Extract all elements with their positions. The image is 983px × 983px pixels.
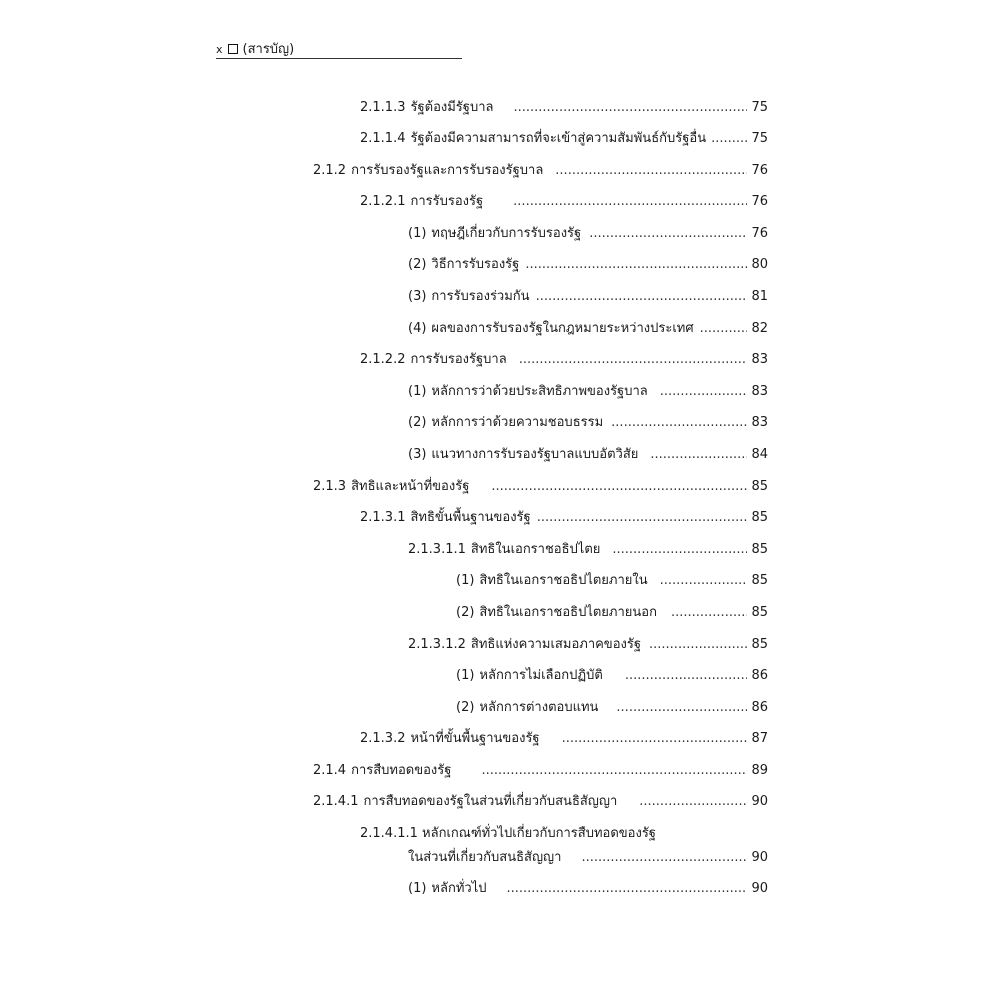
toc-entry-title: การรับรองรัฐและการรับรองรัฐบาล xyxy=(351,163,544,178)
toc-entry-number: 2.1.1.3 xyxy=(360,100,406,115)
toc-entry-title: ทฤษฎีเกี่ยวกับการรับรองรัฐ xyxy=(431,226,582,241)
toc-entry-page: 75 xyxy=(751,131,768,146)
toc-entry xyxy=(360,350,768,370)
toc-entry-title: หลักการว่าด้วยประสิทธิภาพของรัฐบาล xyxy=(431,384,648,399)
toc-entry-number: (2) xyxy=(408,415,427,430)
dot-leader xyxy=(660,571,748,591)
toc-entry-page: 86 xyxy=(751,700,768,715)
toc-entry-heading xyxy=(360,824,656,844)
toc-entry-page: 85 xyxy=(751,542,768,557)
toc-entry xyxy=(408,224,768,244)
toc-entry-title: การรับรองร่วมกัน xyxy=(431,289,530,304)
toc-entry-page: 87 xyxy=(751,731,768,746)
toc-entry-number: (3) xyxy=(408,447,427,462)
toc-entry-page: 76 xyxy=(751,194,768,209)
toc-entry-page: 85 xyxy=(751,479,768,494)
dot-leader xyxy=(507,879,748,899)
toc-entry-page: 85 xyxy=(751,573,768,588)
dot-leader xyxy=(491,477,747,497)
toc-entry-page: 86 xyxy=(751,668,768,683)
toc-entry-page: 75 xyxy=(751,100,768,115)
toc-entry-number: (1) xyxy=(408,226,427,241)
toc-entry-number: (1) xyxy=(456,668,475,683)
toc-entry-number: 2.1.3 xyxy=(313,479,347,494)
toc-entry-title: การรับรองรัฐบาล xyxy=(410,352,507,367)
dot-leader xyxy=(519,350,748,370)
dot-leader xyxy=(671,603,747,623)
toc-entry-page: 83 xyxy=(751,352,768,367)
toc-entry xyxy=(360,192,768,212)
toc-entry xyxy=(408,319,768,339)
toc-entry xyxy=(313,792,768,812)
toc-entry-page: 85 xyxy=(751,605,768,620)
toc-entry-number: (2) xyxy=(456,605,475,620)
toc-entry-title: การสืบทอดของรัฐ xyxy=(351,763,452,778)
toc-entry-page: 85 xyxy=(751,637,768,652)
toc-entry-number: (4) xyxy=(408,321,427,336)
dot-leader xyxy=(616,698,747,718)
dot-leader xyxy=(513,192,747,212)
toc-entry-number: 2.1.4 xyxy=(313,763,347,778)
toc-entry-title: สิทธิและหน้าที่ของรัฐ xyxy=(351,479,470,494)
toc-entry xyxy=(360,129,768,149)
dot-leader xyxy=(536,287,748,307)
dot-leader xyxy=(625,666,748,686)
toc-entry xyxy=(408,879,768,899)
toc-entry-title: ผลของการรับรองรัฐในกฎหมายระหว่างประเทศ xyxy=(431,321,694,336)
dot-leader xyxy=(513,98,747,118)
toc-entry-number: 2.1.3.1.2 xyxy=(408,637,466,652)
dot-leader xyxy=(525,255,747,275)
dot-leader xyxy=(537,508,748,528)
toc-entry xyxy=(408,255,768,275)
toc-entry-title: การสืบทอดของรัฐในส่วนที่เกี่ยวกับสนธิสัญญา xyxy=(363,794,618,809)
dot-leader xyxy=(562,729,748,749)
toc-entry-page: 80 xyxy=(751,257,768,272)
toc-entry-title: หลักการไม่เลือกปฏิบัติ xyxy=(479,668,603,683)
toc-entry-number: 2.1.3.1 xyxy=(360,510,406,525)
toc-entry-title: รัฐต้องมีความสามารถที่จะเข้าสู่ความสัมพันธ์กับรัฐอื่น xyxy=(410,131,707,146)
dot-leader xyxy=(660,382,748,402)
toc-entry-page: 85 xyxy=(751,510,768,525)
toc-entry xyxy=(360,98,768,118)
toc-entry-number: (1) xyxy=(456,573,475,588)
dot-leader xyxy=(649,635,747,655)
toc-entry-number: 2.1.3.2 xyxy=(360,731,406,746)
toc-entry xyxy=(456,698,768,718)
toc-entry-page: 76 xyxy=(751,163,768,178)
toc-entry xyxy=(313,477,768,497)
dot-leader xyxy=(611,413,747,433)
toc-entry-number: 2.1.4.1 xyxy=(313,794,359,809)
toc-entry-title: ในส่วนที่เกี่ยวกับสนธิสัญญา xyxy=(408,850,562,865)
toc-entry-title: หลักทั่วไป xyxy=(431,881,487,896)
dot-leader xyxy=(555,161,747,181)
toc-entry xyxy=(408,382,768,402)
dot-leader xyxy=(650,445,747,465)
toc-entry xyxy=(408,540,768,560)
toc-entry xyxy=(408,445,768,465)
toc-entry xyxy=(313,761,768,781)
dot-leader xyxy=(639,792,747,812)
dot-leader xyxy=(589,224,747,244)
toc-entry-number: (3) xyxy=(408,289,427,304)
toc-entry xyxy=(456,571,768,591)
toc-entry-title: หน้าที่ขั้นพื้นฐานของรัฐ xyxy=(410,731,540,746)
dot-leader xyxy=(481,761,747,781)
toc-entry xyxy=(456,666,768,686)
toc-entry-page: 90 xyxy=(751,850,768,865)
toc-entry-number: 2.1.4.1.1 xyxy=(360,826,418,841)
toc-entry-title: หลักการต่างตอบแทน xyxy=(479,700,599,715)
toc-entry-title: วิธีการรับรองรัฐ xyxy=(431,257,520,272)
toc-entry-number: 2.1.1.4 xyxy=(360,131,406,146)
toc-entry xyxy=(456,603,768,623)
toc-entry-number: 2.1.2.1 xyxy=(360,194,406,209)
toc-entry-title: แนวทางการรับรองรัฐบาลแบบอัตวิสัย xyxy=(431,447,639,462)
header-title: (สารบัญ) xyxy=(242,41,295,57)
toc-entry-number: (1) xyxy=(408,384,427,399)
toc-entry-page: 76 xyxy=(751,226,768,241)
toc-entry-title: หลักเกณฑ์ทั่วไปเกี่ยวกับการสืบทอดของรัฐ xyxy=(422,826,656,841)
toc-entry xyxy=(360,508,768,528)
toc-entry-page: 83 xyxy=(751,384,768,399)
dot-leader xyxy=(711,129,747,149)
toc-entry-title: หลักการว่าด้วยความชอบธรรม xyxy=(431,415,604,430)
toc-entry-number: (2) xyxy=(408,257,427,272)
toc-entry-number: (1) xyxy=(408,881,427,896)
toc-entry-page: 83 xyxy=(751,415,768,430)
toc-entry-page: 89 xyxy=(751,763,768,778)
dot-leader xyxy=(581,848,747,868)
toc-entry-number: 2.1.2 xyxy=(313,163,347,178)
toc-entry xyxy=(408,848,768,868)
toc-entry-page: 81 xyxy=(751,289,768,304)
toc-entry xyxy=(408,413,768,433)
dot-leader xyxy=(700,319,748,339)
toc-entry-page: 84 xyxy=(751,447,768,462)
toc-entry-title: สิทธิในเอกราชอธิปไตยภายนอก xyxy=(479,605,657,620)
page-number: x xyxy=(216,43,223,56)
toc-entry-title: สิทธิแห่งความเสมอภาคของรัฐ xyxy=(470,637,642,652)
toc-entry-page: 82 xyxy=(751,321,768,336)
toc-entry-title: สิทธิในเอกราชอธิปไตยภายใน xyxy=(479,573,648,588)
toc-entry-title: รัฐต้องมีรัฐบาล xyxy=(410,100,494,115)
toc-entry-number: 2.1.3.1.1 xyxy=(408,542,466,557)
toc-entry xyxy=(313,161,768,181)
toc-entry-number: (2) xyxy=(456,700,475,715)
toc-entry xyxy=(408,287,768,307)
toc-entry-title: สิทธิในเอกราชอธิปไตย xyxy=(470,542,601,557)
toc-entry-title: การรับรองรัฐ xyxy=(410,194,484,209)
toc-entry-page: 90 xyxy=(751,881,768,896)
toc-entry-title: สิทธิขั้นพื้นฐานของรัฐ xyxy=(410,510,531,525)
toc-entry xyxy=(408,635,768,655)
toc-entry-page: 90 xyxy=(751,794,768,809)
dot-leader xyxy=(612,540,747,560)
toc-entry xyxy=(360,729,768,749)
toc-entry-number: 2.1.2.2 xyxy=(360,352,406,367)
